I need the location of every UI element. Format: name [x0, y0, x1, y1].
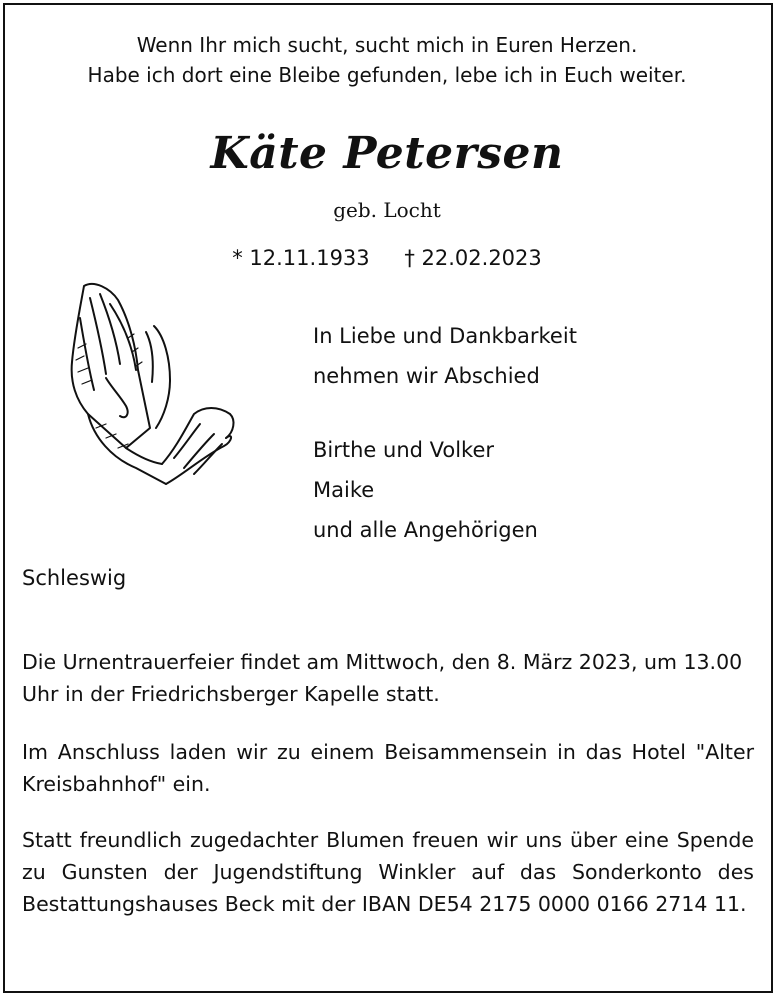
- place-name: Schleswig: [22, 566, 127, 590]
- ceremony-paragraph: Die Urnentrauerfeier findet am Mittwoch, den 8. März 2023, um 13.00 Uhr in der Friedrichsberger Kapelle statt.: [22, 650, 743, 706]
- death-date: † 22.02.2023: [404, 246, 542, 270]
- mourner-name: Maike: [313, 478, 375, 502]
- mourners-block: [313, 316, 577, 550]
- mourner-name: und alle Angehörigen: [313, 518, 538, 542]
- birth-date: * 12.11.1933: [232, 246, 370, 270]
- motto: [0, 30, 774, 90]
- life-dates: [0, 246, 774, 270]
- farewell-line-1: In Liebe und Dankbarkeit: [313, 324, 577, 348]
- donation-paragraph: Statt freundlich zugedachter Blumen freuen wir uns über eine Spende zu Gunsten der Jugendstiftung Winkler auf das Sonderkonto des Bestattungshauses Beck mit der IBAN DE54 2175 0000 0166 2714 11.: [22, 828, 754, 916]
- motto-line-1: Wenn Ihr mich sucht, sucht mich in Euren Herzen.: [136, 33, 638, 57]
- farewell-line-2: nehmen wir Abschied: [313, 364, 540, 388]
- gathering-paragraph: Im Anschluss laden wir zu einem Beisammensein in das Hotel "Alter Kreisbahnhof" ein.: [22, 740, 754, 796]
- deceased-name: Käte Petersen: [210, 128, 564, 179]
- praying-hands-icon: [66, 278, 238, 490]
- maiden-name: geb. Locht: [333, 198, 441, 222]
- mourner-name: Birthe und Volker: [313, 438, 495, 462]
- motto-line-2: Habe ich dort eine Bleibe gefunden, lebe ich in Euch weiter.: [87, 63, 687, 87]
